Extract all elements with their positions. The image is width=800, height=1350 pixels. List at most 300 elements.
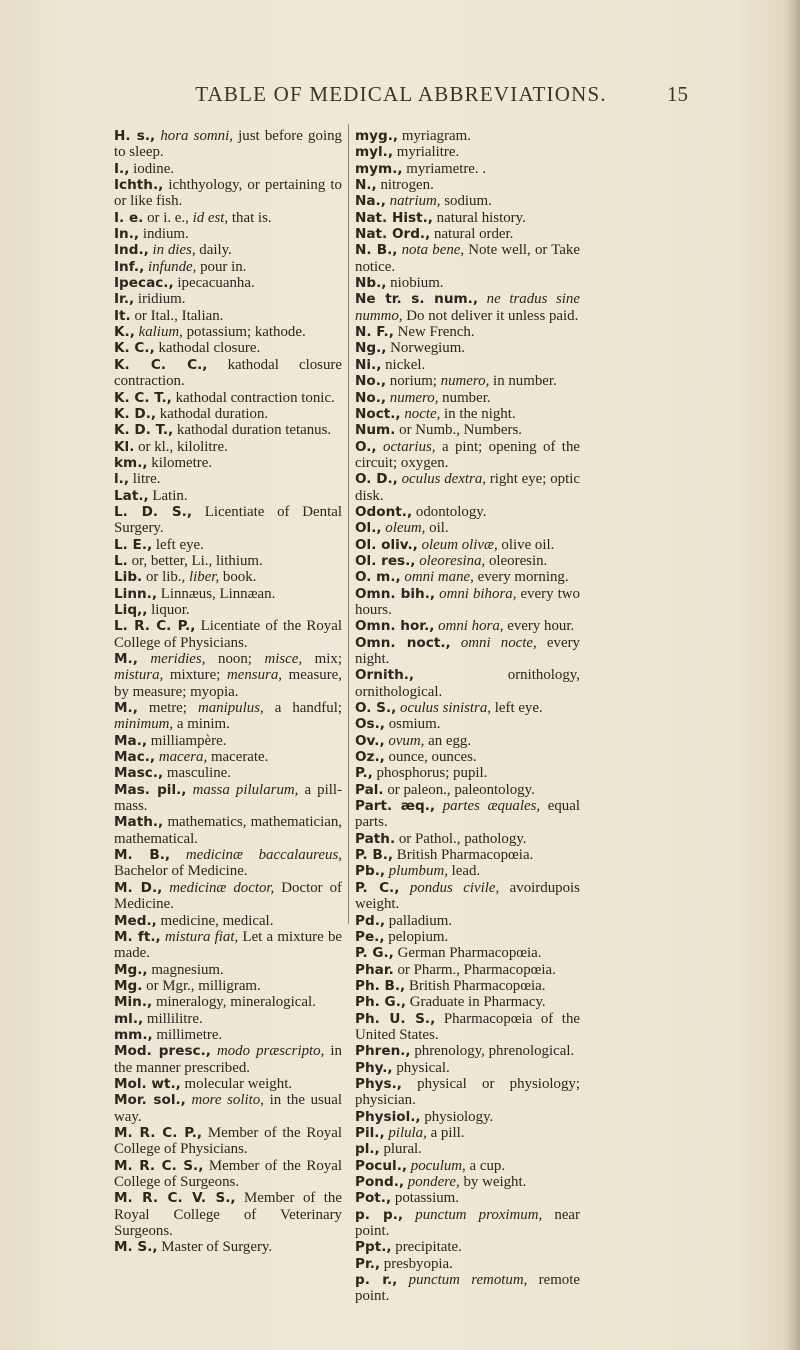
- abbreviation: K. C. T.,: [114, 389, 172, 406]
- abbreviation-entry: [355, 422, 580, 438]
- abbreviation: P. C.,: [355, 879, 400, 896]
- abbreviation: Nb.,: [355, 275, 387, 292]
- latin-term: oculus dextra,: [401, 471, 486, 488]
- abbreviation-entry: [355, 863, 580, 879]
- definition: ichthyology, or pertaining to or like fish.: [114, 177, 342, 210]
- abbreviation-entry: [355, 847, 580, 863]
- definition: just before going to sleep.: [114, 128, 342, 161]
- definition: Let a mixture be made.: [114, 928, 342, 962]
- abbreviation: Ng.,: [355, 340, 387, 357]
- definition: potassium; kathode.: [182, 324, 306, 341]
- abbreviation: M. B.,: [114, 847, 171, 864]
- abbreviation: Med.,: [114, 912, 157, 929]
- abbreviation-entry: [114, 275, 342, 291]
- abbreviation: Pal.: [355, 781, 384, 798]
- abbreviation-entry: [114, 978, 342, 994]
- definition: nitrogen.: [380, 177, 434, 194]
- abbreviation: Pocul.,: [355, 1157, 408, 1174]
- abbreviation-entry: [114, 1043, 342, 1076]
- abbreviation: Ph. U. S.,: [355, 1010, 436, 1027]
- abbreviation-entry: [355, 929, 580, 945]
- definition: potassium.: [394, 1190, 459, 1207]
- abbreviation-entry: [355, 962, 580, 978]
- abbreviation-entry: [114, 1190, 342, 1239]
- abbreviation: P. B.,: [355, 847, 394, 864]
- abbreviation-entry: [355, 733, 580, 749]
- abbreviation: P.,: [355, 765, 373, 782]
- abbreviation: p. r.,: [355, 1272, 398, 1289]
- definition: in the night.: [440, 405, 516, 422]
- abbreviation-entry: [355, 880, 580, 913]
- definition: mineralogy, mineralogical.: [155, 994, 316, 1011]
- abbreviation-entry: [114, 913, 342, 929]
- abbreviation: K. C. C.,: [114, 356, 208, 373]
- abbreviation-entry: [355, 1076, 580, 1109]
- abbreviation-entry: [355, 340, 580, 356]
- latin-term: ovum,: [388, 732, 425, 749]
- abbreviation-entry: [355, 782, 580, 798]
- abbreviation-entry: [114, 242, 342, 258]
- definition: presbyopia.: [383, 1255, 453, 1272]
- definition: liquor.: [151, 601, 190, 618]
- definition: litre.: [132, 471, 161, 488]
- latin-term: medicinæ doctor,: [169, 879, 275, 896]
- definition: norium;: [389, 373, 441, 390]
- definition: kilometre.: [151, 454, 213, 471]
- definition: every hour.: [503, 618, 575, 635]
- definition: kathodal closure contraction.: [114, 356, 342, 390]
- abbreviation: M. R. C. P.,: [114, 1124, 203, 1141]
- abbreviation-entry: [355, 1109, 580, 1125]
- abbreviation: Pr.,: [355, 1255, 381, 1272]
- latin-term: infunde,: [147, 258, 197, 275]
- definition: mixture;: [163, 667, 227, 684]
- definition: Member of the Royal College of Surgeons.: [114, 1157, 342, 1190]
- abbreviation-entry: [355, 1256, 580, 1272]
- definition: or Pathol., pathology.: [398, 830, 527, 847]
- abbreviation-entry: [355, 569, 580, 585]
- latin-term: pondere,: [407, 1174, 460, 1190]
- abbreviation: p. p.,: [355, 1206, 404, 1223]
- abbreviation-entry: [114, 929, 342, 962]
- definition: or Mgr., milligram.: [146, 977, 261, 994]
- page-title: TABLE OF MEDICAL ABBREVIATIONS.: [195, 82, 607, 106]
- abbreviation: Min.,: [114, 994, 153, 1011]
- abbreviation: Nat. Hist.,: [355, 209, 433, 226]
- abbreviation: Ov.,: [355, 732, 385, 749]
- latin-term: omni hora,: [438, 618, 504, 635]
- abbreviation-entry: [114, 390, 342, 406]
- definition: palladium.: [388, 912, 453, 929]
- right-column: [355, 128, 580, 1305]
- definition: metre;: [148, 700, 198, 717]
- definition: kathodal contraction tonic.: [175, 389, 335, 406]
- abbreviation: Oz.,: [355, 749, 385, 766]
- definition: oil.: [425, 520, 449, 537]
- abbreviation-entry: [114, 357, 342, 390]
- definition: lead.: [447, 863, 481, 880]
- abbreviation-entry: [114, 291, 342, 307]
- definition: Doctor of Medicine.: [114, 879, 342, 913]
- abbreviation: Ornith.,: [355, 667, 415, 684]
- abbreviation-entry: [355, 406, 580, 422]
- abbreviation: myl.,: [355, 144, 394, 161]
- definition: near point.: [355, 1206, 580, 1240]
- latin-term: hora somni,: [160, 128, 233, 144]
- definition: pour in.: [196, 258, 247, 275]
- definition: or, better, Li., lithium.: [131, 552, 263, 569]
- definition: mathematics, mathematician, mathematical.: [114, 814, 342, 847]
- abbreviation-entry: [355, 373, 580, 389]
- abbreviation: L. E.,: [114, 536, 153, 553]
- definition: Note well, or Take notice.: [355, 242, 580, 275]
- abbreviation: M.,: [114, 651, 138, 667]
- abbreviation: Pd.,: [355, 912, 386, 929]
- definition: in the usual way.: [114, 1092, 342, 1125]
- definition: Latin.: [152, 487, 188, 504]
- definition: a pill.: [426, 1124, 465, 1141]
- abbreviation: M.,: [114, 700, 138, 717]
- abbreviation-entry: [114, 471, 342, 487]
- abbreviation-entry: [355, 667, 580, 700]
- abbreviation-entry: [355, 144, 580, 160]
- abbreviation: M. ft.,: [114, 928, 161, 945]
- definition: in the manner prescribed.: [114, 1043, 342, 1076]
- abbreviation: No.,: [355, 389, 387, 406]
- latin-term: minimum,: [114, 716, 174, 733]
- abbreviation: Inf.,: [114, 258, 145, 275]
- abbreviation-entry: [355, 226, 580, 242]
- abbreviation: M. S.,: [114, 1239, 158, 1256]
- latin-term: ne tradus sine nummo,: [355, 291, 580, 324]
- abbreviation: Ni.,: [355, 356, 382, 373]
- definition: ornithology, ornithological.: [355, 667, 580, 700]
- abbreviation-entry: [114, 847, 342, 880]
- abbreviation: Masc.,: [114, 765, 164, 782]
- abbreviation-entry: [114, 602, 342, 618]
- definition: a handful;: [263, 700, 342, 717]
- latin-term: oleum olivæ,: [421, 536, 498, 553]
- definition: magnesium.: [151, 961, 224, 978]
- definition: left eye.: [155, 536, 204, 553]
- abbreviation: Linn.,: [114, 585, 158, 602]
- abbreviation: I. e.: [114, 209, 144, 226]
- abbreviation-entry: [355, 978, 580, 994]
- abbreviation-entry: [355, 1125, 580, 1141]
- abbreviation-entry: [355, 520, 580, 536]
- latin-term: pondus civile,: [409, 879, 500, 896]
- latin-term: omni nocte,: [460, 634, 537, 651]
- abbreviation-entry: [355, 537, 580, 553]
- abbreviation: Math.,: [114, 814, 164, 831]
- abbreviation: M. R. C. V. S.,: [114, 1190, 236, 1207]
- abbreviation: Physiol.,: [355, 1108, 421, 1125]
- latin-term: modo præscripto,: [216, 1043, 325, 1060]
- abbreviation-entry: [355, 439, 580, 472]
- abbreviation: Mac.,: [114, 749, 156, 766]
- definition: or i. e.,: [147, 209, 193, 226]
- latin-term: omni mane,: [404, 569, 474, 586]
- abbreviation: No.,: [355, 373, 387, 390]
- latin-term: liber,: [188, 569, 220, 586]
- definition: milliampère.: [150, 732, 227, 749]
- abbreviation-entry: [114, 340, 342, 356]
- definition: or lib.,: [145, 569, 189, 586]
- abbreviation: Pond.,: [355, 1174, 405, 1190]
- latin-term: more solito,: [191, 1092, 264, 1109]
- abbreviation: N. B.,: [355, 242, 398, 259]
- abbreviation: Mg.,: [114, 961, 148, 978]
- definition: or paleon., paleontology.: [387, 781, 535, 798]
- abbreviation-entry: [114, 1239, 342, 1255]
- abbreviation-entry: [114, 259, 342, 275]
- definition: osmium.: [388, 716, 441, 733]
- abbreviation-entry: [355, 618, 580, 634]
- definition: physical.: [396, 1059, 450, 1076]
- definition: myriametre. .: [406, 160, 487, 177]
- definition: Member of the Royal College of Veterinary Surgeons.: [114, 1190, 342, 1240]
- abbreviation: Omn. noct.,: [355, 634, 451, 651]
- abbreviation: Mol. wt.,: [114, 1075, 181, 1092]
- abbreviation: ml.,: [114, 1010, 144, 1027]
- abbreviation-entry: [355, 913, 580, 929]
- abbreviation: pl.,: [355, 1141, 380, 1158]
- abbreviation-entry: [355, 765, 580, 781]
- abbreviation-entry: [114, 439, 342, 455]
- latin-term: oculus sinistra,: [400, 700, 492, 717]
- abbreviation: L. R. C. P.,: [114, 618, 196, 635]
- abbreviation-entry: [355, 193, 580, 209]
- definition: phrenology, phrenological.: [414, 1043, 575, 1060]
- latin-term: pilula,: [388, 1124, 427, 1141]
- definition: medicine, medical.: [160, 912, 274, 929]
- abbreviation: Ppt.,: [355, 1239, 392, 1256]
- abbreviation-entry: [355, 798, 580, 831]
- abbreviation-entry: [355, 1158, 580, 1174]
- definition: kathodal duration.: [159, 405, 269, 422]
- definition: ipecacuanha.: [177, 275, 255, 292]
- abbreviation-entry: [355, 831, 580, 847]
- abbreviation-entry: [355, 1190, 580, 1206]
- latin-term: octarius,: [383, 438, 436, 455]
- definition: or kl., kilolitre.: [138, 438, 228, 455]
- latin-term: mistura,: [114, 667, 164, 684]
- definition: a cup.: [465, 1157, 506, 1174]
- abbreviation-entry: [114, 1158, 342, 1191]
- abbreviation-entry: [114, 586, 342, 602]
- abbreviation-entry: [355, 1141, 580, 1157]
- abbreviation: Mas. pil.,: [114, 781, 187, 798]
- abbreviation: Part. æq.,: [355, 798, 436, 815]
- abbreviation: O. m.,: [355, 569, 401, 586]
- definition: indium.: [142, 226, 189, 243]
- definition: physiology.: [424, 1108, 494, 1125]
- definition: Norwegium.: [390, 340, 466, 357]
- abbreviation-entry: [355, 945, 580, 961]
- abbreviation-entry: [114, 504, 342, 537]
- latin-term: mistura fiat,: [164, 928, 239, 945]
- abbreviation-entry: [355, 1060, 580, 1076]
- abbreviation-entry: [114, 553, 342, 569]
- latin-term: partes æquales,: [442, 798, 541, 815]
- abbreviation-entry: [355, 357, 580, 373]
- definition: Linnæus, Linnæan.: [160, 585, 276, 602]
- abbreviation: Os.,: [355, 716, 385, 733]
- abbreviation-entry: [355, 242, 580, 275]
- abbreviation-entry: [355, 586, 580, 619]
- latin-term: id est,: [192, 209, 229, 226]
- definition: avoirdupois weight.: [355, 879, 580, 913]
- definition: left eye.: [491, 700, 543, 717]
- definition: German Pharmacopœia.: [397, 945, 542, 962]
- definition: macerate.: [207, 749, 269, 766]
- abbreviation-entry: [355, 275, 580, 291]
- abbreviation: K. C.,: [114, 340, 155, 357]
- abbreviation: Ne tr. s. num.,: [355, 291, 479, 308]
- definition: a pill-mass.: [114, 781, 343, 815]
- abbreviation-entry: [114, 569, 342, 585]
- definition: Licentiate of Dental Surgery.: [114, 503, 342, 537]
- abbreviation-entry: [114, 422, 342, 438]
- abbreviation: Lib.: [114, 569, 143, 586]
- definition: molecular weight.: [184, 1075, 293, 1092]
- definition: ounce, ounces.: [388, 749, 477, 766]
- latin-term: medicinæ baccalaureus,: [185, 847, 342, 864]
- abbreviation-entry: [114, 700, 342, 733]
- abbreviation-entry: [114, 226, 342, 242]
- abbreviation: Phys.,: [355, 1075, 402, 1092]
- definition: millilitre.: [146, 1010, 203, 1027]
- abbreviation: Ipecac.,: [114, 275, 174, 292]
- abbreviation-entry: [355, 471, 580, 504]
- abbreviation-entry: [114, 618, 342, 651]
- abbreviation: H. s.,: [114, 128, 156, 144]
- latin-term: massa pilularum,: [192, 781, 299, 798]
- running-header: [114, 82, 688, 110]
- definition: that is.: [228, 209, 272, 226]
- definition: physical or physiology; physician.: [355, 1075, 580, 1109]
- abbreviation-entry: [355, 390, 580, 406]
- definition: by weight.: [459, 1174, 527, 1190]
- abbreviation: M. R. C. S.,: [114, 1157, 204, 1174]
- latin-term: numero,: [389, 389, 439, 406]
- latin-term: misce,: [264, 651, 303, 667]
- definition: or Pharm., Pharmacopœia.: [397, 961, 556, 978]
- abbreviation-entry: [114, 962, 342, 978]
- latin-term: numero,: [440, 373, 490, 390]
- definition: iodine.: [133, 160, 175, 177]
- abbreviation: Kl.: [114, 438, 135, 455]
- definition: an egg.: [424, 732, 472, 749]
- abbreviation-entry: [114, 406, 342, 422]
- abbreviation-entry: [355, 177, 580, 193]
- abbreviation: Pil.,: [355, 1124, 385, 1141]
- latin-term: nota bene,: [401, 242, 465, 259]
- latin-term: oleoresina,: [419, 552, 486, 569]
- abbreviation-entry: [114, 210, 342, 226]
- definition: British Pharmacopœia.: [408, 977, 546, 994]
- abbreviation: Ol. res.,: [355, 552, 416, 569]
- abbreviation: Mor. sol.,: [114, 1092, 186, 1109]
- definition: niobium.: [390, 275, 444, 292]
- abbreviation: N. F.,: [355, 324, 394, 341]
- abbreviation-entry: [355, 161, 580, 177]
- abbreviation: Mg.: [114, 977, 143, 994]
- latin-term: in dies,: [152, 242, 196, 259]
- abbreviation: Pb.,: [355, 863, 386, 880]
- abbreviation-entry: [114, 651, 342, 700]
- definition: Graduate in Pharmacy.: [409, 994, 546, 1011]
- definition: masculine.: [166, 765, 232, 782]
- definition: millimetre.: [156, 1026, 223, 1043]
- definition: Do not deliver it unless paid.: [402, 307, 579, 324]
- abbreviation-entry: [355, 504, 580, 520]
- definition: phosphorus; pupil.: [376, 765, 488, 782]
- abbreviation-entry: [355, 994, 580, 1010]
- page-edge-shadow: [786, 0, 800, 1350]
- definition: olive oil.: [497, 536, 555, 553]
- abbreviation: Ph. B.,: [355, 977, 406, 994]
- column-divider: [348, 124, 349, 924]
- abbreviation: Noct.,: [355, 405, 401, 422]
- definition: remote point.: [355, 1272, 580, 1305]
- abbreviation-entry: [355, 291, 580, 324]
- latin-term: omni bihora,: [439, 585, 517, 602]
- latin-term: macera,: [158, 749, 208, 766]
- latin-term: punctum proximum,: [415, 1206, 543, 1223]
- abbreviation-entry: [355, 210, 580, 226]
- abbreviation-entry: [355, 324, 580, 340]
- definition: Master of Surgery.: [161, 1239, 273, 1256]
- definition: equal parts.: [355, 798, 580, 831]
- abbreviation: Num.: [355, 422, 396, 439]
- definition: iridium.: [137, 291, 186, 308]
- abbreviation-entry: [355, 1207, 580, 1240]
- abbreviation: km.,: [114, 454, 148, 471]
- abbreviation: Ind.,: [114, 242, 149, 259]
- abbreviation-entry: [114, 1125, 342, 1158]
- abbreviation-entry: [114, 749, 342, 765]
- abbreviation: Path.: [355, 830, 396, 847]
- abbreviation: Phy.,: [355, 1059, 393, 1076]
- definition: precipitate.: [395, 1239, 462, 1256]
- abbreviation-entry: [355, 1174, 580, 1190]
- abbreviation: Pe.,: [355, 928, 385, 945]
- latin-term: meridies,: [150, 651, 206, 667]
- definition: plural.: [383, 1141, 422, 1158]
- abbreviation-entry: [114, 733, 342, 749]
- abbreviation-entry: [355, 700, 580, 716]
- definition: myriagram.: [401, 128, 471, 144]
- definition: oleoresin.: [485, 552, 548, 569]
- latin-term: oleum,: [385, 520, 426, 537]
- abbreviation: O. S.,: [355, 700, 397, 717]
- abbreviation-entry: [114, 1011, 342, 1027]
- abbreviation-entry: [114, 994, 342, 1010]
- latin-term: plumbum,: [388, 863, 448, 880]
- abbreviation-entry: [355, 716, 580, 732]
- abbreviation: K. D.,: [114, 405, 157, 422]
- definition: or Numb., Numbers.: [399, 422, 522, 439]
- definition: a minim.: [173, 716, 230, 733]
- abbreviation: It.: [114, 307, 131, 324]
- definition: number.: [438, 389, 491, 406]
- abbreviation-entry: [355, 553, 580, 569]
- definition: daily.: [195, 242, 232, 259]
- abbreviation-entry: [114, 161, 342, 177]
- definition: natural history.: [436, 209, 526, 226]
- abbreviation: Omn. bih.,: [355, 585, 436, 602]
